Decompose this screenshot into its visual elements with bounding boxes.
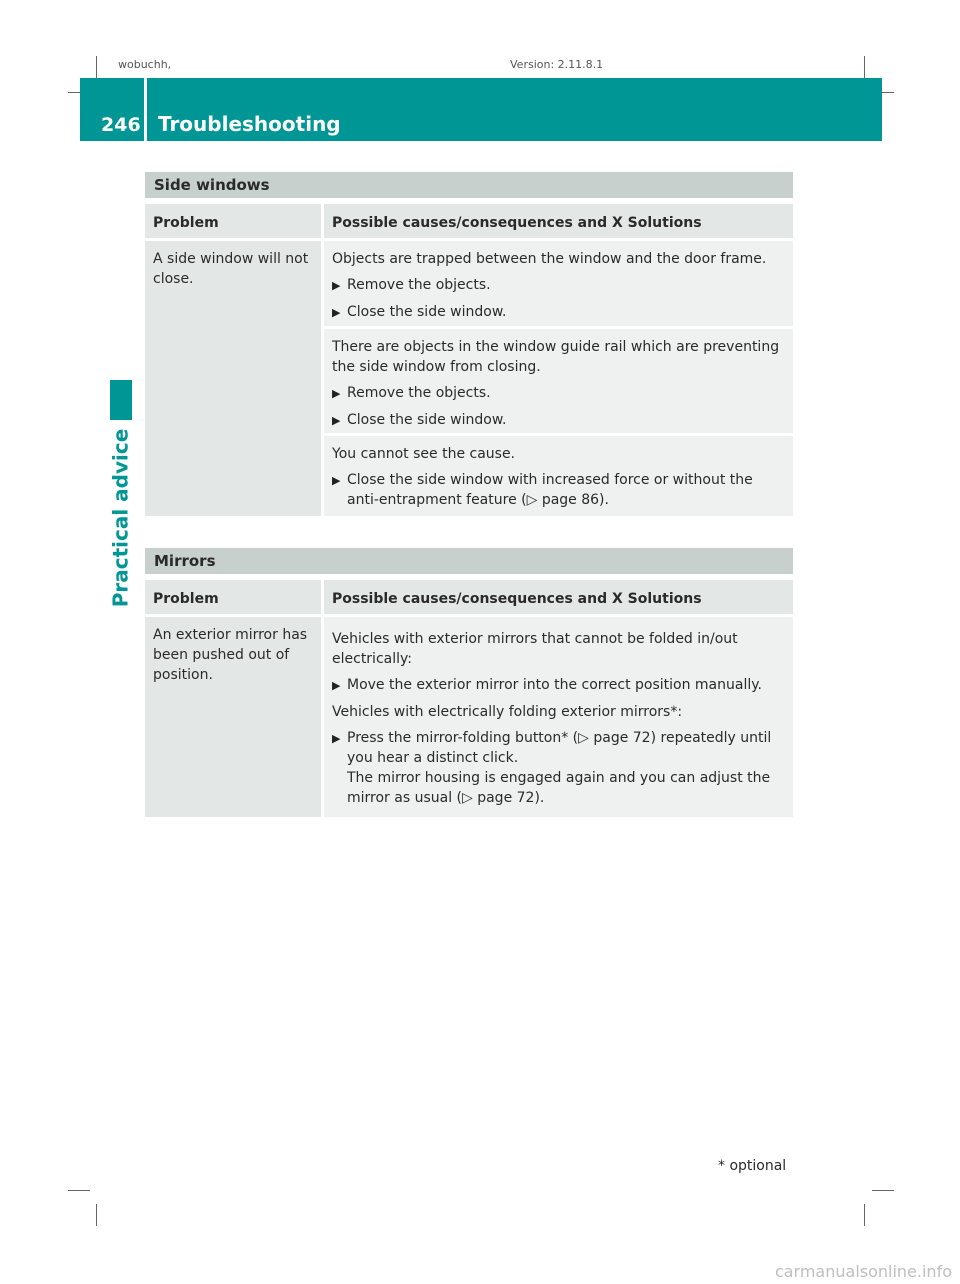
crop-mark [864,1204,865,1226]
cause-text: There are objects in the window guide rail which are preventing the side window from closing. [332,339,780,375]
step [332,302,785,323]
step [332,410,785,431]
column-header-problem: Problem [145,204,321,238]
step [332,675,785,696]
step [332,383,785,404]
solution-block [324,436,793,516]
step [332,470,785,510]
solution-block [324,329,793,433]
solution-block [324,241,793,326]
column-header-problem: Problem [145,580,321,614]
solutions-cell [324,241,793,516]
column-header-text: Possible causes/consequences and [332,591,608,607]
section-mirrors [145,548,793,817]
solutions-cell [324,617,793,817]
troubleshooting-table [145,204,793,516]
troubleshooting-table [145,580,793,817]
print-meta [100,56,860,76]
crop-mark [96,1204,97,1226]
step-text: Remove the objects. [347,385,491,401]
side-tab [110,380,132,420]
column-header-tail: Solutions [627,215,702,231]
condition-text: Vehicles with electrically folding exterior mirrors*: [332,704,683,720]
step-result: The mirror housing is engaged again and you can adjust the mirror as usual (▷ page 72). [347,770,771,806]
x-arrow-icon: X [612,215,623,231]
section-title: Mirrors [145,548,793,574]
page-title: Troubleshooting [158,112,341,136]
arrow-right-icon: ▶ [332,414,341,427]
step-text: Close the side window. [347,412,507,428]
x-arrow-icon: X [612,591,623,607]
crop-mark [872,1190,894,1191]
section-side-windows [145,172,793,516]
step-text: Close the side window with increased force or without the anti-entrapment feature (▷ page 86). [347,472,753,508]
page-header [80,78,882,141]
step-line: Press the mirror-folding button* (▷ page 72) repeatedly until you hear a distinct click. [347,730,772,766]
step [332,275,785,296]
problem-cell: A side window will not close. [145,241,321,516]
column-header-solutions [324,204,793,238]
problem-cell: An exterior mirror has been pushed out of position. [145,617,321,817]
crop-mark [96,56,97,78]
column-header-solutions [324,580,793,614]
arrow-right-icon: ▶ [332,474,341,487]
crop-mark [864,56,865,78]
print-meta-left: wobuchh, [118,58,172,71]
arrow-right-icon: ▶ [332,279,341,292]
arrow-right-icon: ▶ [332,387,341,400]
step-text: Remove the objects. [347,277,491,293]
side-tab-text: Practical advice [108,428,132,607]
crop-mark [68,1190,90,1191]
watermark: carmanualsonline.info [774,1262,952,1281]
step-text: Close the side window. [347,304,507,320]
arrow-right-icon: ▶ [332,306,341,319]
column-header-text: Possible causes/consequences and [332,215,608,231]
condition-text: Vehicles with exterior mirrors that cannot be folded in/out electrically: [332,631,738,667]
cause-text: You cannot see the cause. [332,446,516,462]
header-divider [144,78,147,141]
step [332,728,785,808]
page-number: 246 [101,114,141,136]
solution-block [324,617,793,817]
column-header-tail: Solutions [627,591,702,607]
cause-text: Objects are trapped between the window and the door frame. [332,251,767,267]
arrow-right-icon: ▶ [332,679,341,692]
arrow-right-icon: ▶ [332,732,341,745]
step-text [347,728,785,808]
print-meta-right: Version: 2.11.8.1 [510,58,604,71]
step-text: Move the exterior mirror into the correct position manually. [347,677,762,693]
section-title: Side windows [145,172,793,198]
footnote: * optional [718,1158,787,1174]
